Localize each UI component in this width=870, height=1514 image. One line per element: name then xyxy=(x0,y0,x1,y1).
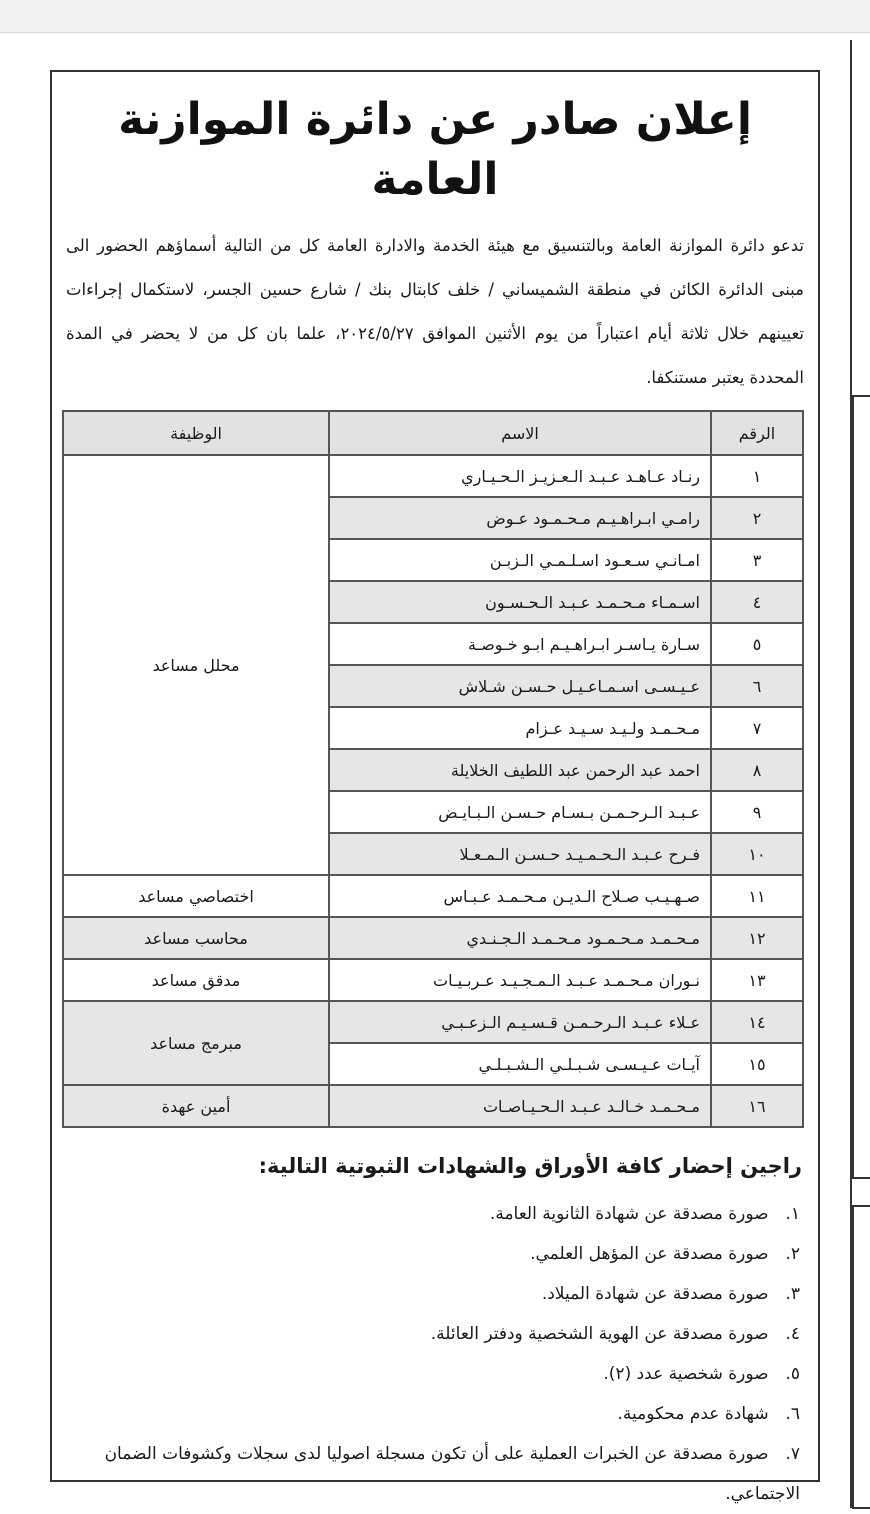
item-number: ٢. xyxy=(785,1244,800,1264)
row-number: ٣ xyxy=(711,539,803,581)
row-name: مـحـمـد مـحـمـود مـحـمـد الـجـنـدي xyxy=(329,917,711,959)
item-text: صورة مصدقة عن شهادة الثانوية العامة. xyxy=(489,1204,769,1224)
row-name: امـانـي سـعـود اسـلـمـي الـزبـن xyxy=(329,539,711,581)
requirements-title: راجين إحضار كافة الأوراق والشهادات الثبوتية التالية: xyxy=(258,1154,802,1178)
row-name: فـرح عـبـد الـحـمـيـد حـسـن الـمـعـلا xyxy=(329,833,711,875)
row-name: اسـمـاء مـحـمـد عـبـد الـحـسـون xyxy=(329,581,711,623)
row-number: ١٥ xyxy=(711,1043,803,1085)
row-name: سـارة يـاسـر ابـراهـيـم ابـو خـوصـة xyxy=(329,623,711,665)
item-text: صورة مصدقة عن شهادة الميلاد. xyxy=(541,1284,769,1304)
list-item xyxy=(64,1314,800,1354)
row-name: صـهـيـب صـلاح الـديـن مـحـمـد عـبـاس xyxy=(329,875,711,917)
table-row xyxy=(63,959,803,1001)
list-item xyxy=(64,1274,800,1314)
row-number: ٧ xyxy=(711,707,803,749)
row-number: ٦ xyxy=(711,665,803,707)
job-accountant: محاسب مساعد xyxy=(63,917,329,959)
row-number: ٤ xyxy=(711,581,803,623)
item-number: ٣. xyxy=(785,1284,800,1304)
row-name: رنـاد عـاهـد عـبـد الـعـزيـز الـحـيـاري xyxy=(329,455,711,497)
announcement-box xyxy=(50,70,820,1504)
table-row xyxy=(63,1001,803,1043)
item-text: صورة مصدقة عن الهوية الشخصية ودفتر العائلة. xyxy=(430,1324,769,1344)
item-text: صورة شخصية عدد (٢). xyxy=(603,1364,769,1384)
job-auditor: مدقق مساعد xyxy=(63,959,329,1001)
header-name: الاسم xyxy=(329,411,711,455)
row-name: احمد عبد الرحمن عبد اللطيف الخلايلة xyxy=(329,749,711,791)
list-item xyxy=(64,1394,800,1434)
item-number: ٥. xyxy=(785,1364,800,1384)
row-name: رامـي ابـراهـيـم مـحـمـود عـوض xyxy=(329,497,711,539)
row-name: عـبـد الـرحـمـن بـسـام حـسـن الـبـايـض xyxy=(329,791,711,833)
adjacent-ad-border xyxy=(852,1205,870,1509)
row-name: مـحـمـد خـالـد عـبـد الـحـيـاصـات xyxy=(329,1085,711,1127)
job-custodian: أمين عهدة xyxy=(63,1085,329,1127)
item-number: ٧. xyxy=(785,1444,800,1464)
row-number: ١٣ xyxy=(711,959,803,1001)
job-analyst: محلل مساعد xyxy=(63,455,329,875)
table-header-row xyxy=(63,411,803,455)
item-number: ٤. xyxy=(785,1324,800,1344)
viewer-top-bar xyxy=(0,0,870,33)
header-number: الرقم xyxy=(711,411,803,455)
job-programmer: مبرمج مساعد xyxy=(63,1001,329,1085)
item-text: صورة مصدقة عن المؤهل العلمي. xyxy=(530,1244,769,1264)
row-number: ١٠ xyxy=(711,833,803,875)
row-number: ٩ xyxy=(711,791,803,833)
appointees-table xyxy=(62,410,804,1128)
row-number: ١٢ xyxy=(711,917,803,959)
row-number: ١٦ xyxy=(711,1085,803,1127)
row-number: ١١ xyxy=(711,875,803,917)
row-number: ٨ xyxy=(711,749,803,791)
row-name: عـيـسـى اسـمـاعـيـل حـسـن شـلاش xyxy=(329,665,711,707)
row-number: ١ xyxy=(711,455,803,497)
announcement-intro: تدعو دائرة الموازنة العامة وبالتنسيق مع هيئة الخدمة والادارة العامة كل من التالية أسماؤهم الحضور الى مبنى الدائرة الكائن في منطقة الشميساني / خلف كابتال بنك / شارع حسين الجسر، لاستكمال إجراءات تعيينهم خلال ثلاثة أيام اعتباراً من يوم الأثنين الموافق ٢٠٢٤/٥/٢٧، علما بان كل من لا يحضر في المدة المحددة يعتبر مستنكفا. xyxy=(66,236,804,387)
row-name: نـوران مـحـمـد عـبـد الـمـجـيـد عـربـيـات xyxy=(329,959,711,1001)
requirements-list xyxy=(64,1194,806,1514)
list-item xyxy=(64,1234,800,1274)
row-name: عـلاء عـبـد الـرحـمـن قـسـيـم الـزعـبـي xyxy=(329,1001,711,1043)
item-text: صورة مصدقة عن الخبرات العملية على أن تكون مسجلة اصوليا لدى سجلات وكشوفات الضمان الاجتماعي. xyxy=(104,1444,800,1504)
table-row xyxy=(63,455,803,497)
list-item xyxy=(64,1434,800,1514)
row-name: مـحـمـد ولـيـد سـيـد عـزام xyxy=(329,707,711,749)
item-number: ١. xyxy=(785,1204,800,1224)
row-number: ٢ xyxy=(711,497,803,539)
adjacent-ad-border xyxy=(852,395,870,1179)
table-row xyxy=(63,875,803,917)
table-row xyxy=(63,1085,803,1127)
row-name: آيـات عـيـسـى شـبـلـي الـشـبـلـي xyxy=(329,1043,711,1085)
row-number: ١٤ xyxy=(711,1001,803,1043)
job-specialist: اختصاصي مساعد xyxy=(63,875,329,917)
list-item xyxy=(64,1194,800,1234)
row-number: ٥ xyxy=(711,623,803,665)
item-text: شهادة عدم محكومية. xyxy=(617,1404,769,1424)
announcement-title: إعلان صادر عن دائرة الموازنة العامة xyxy=(118,94,752,205)
table-row xyxy=(63,917,803,959)
list-item xyxy=(64,1354,800,1394)
header-job: الوظيفة xyxy=(63,411,329,455)
item-number: ٦. xyxy=(785,1404,800,1424)
